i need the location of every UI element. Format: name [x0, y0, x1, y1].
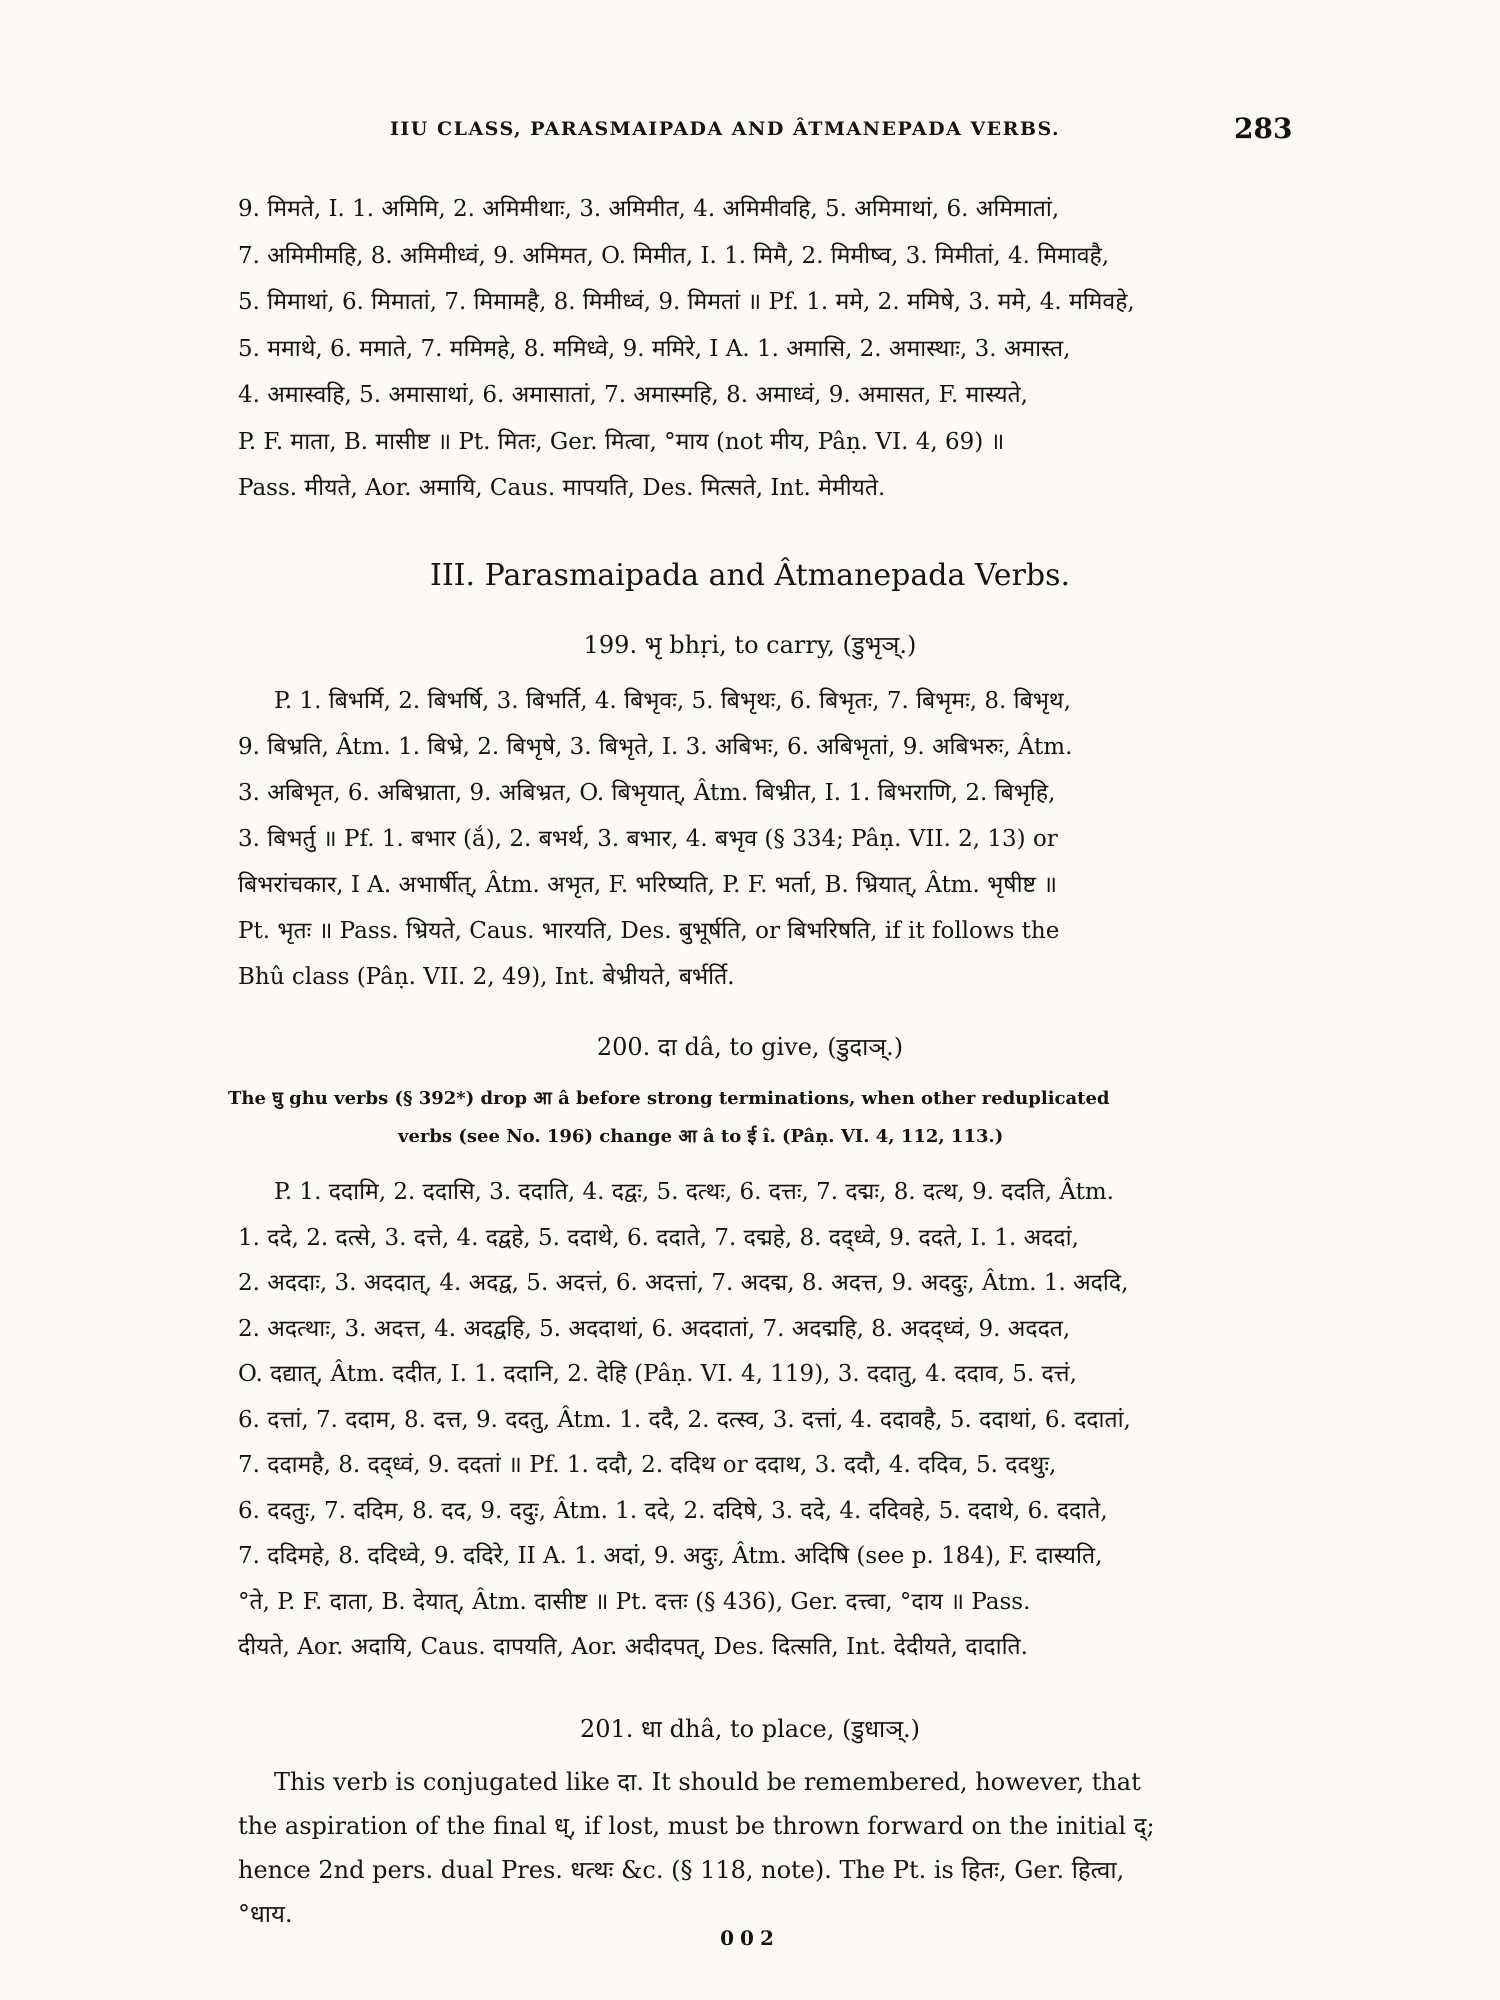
text-line: Pt. भृतः ॥ Pass. भ्रियते, Caus. भारयति, Des. बुभूर्षति, or बिभरिषति, if it follows the [238, 918, 1060, 944]
entry-200-heading: 200. दा dâ, to give, (डुदाञ्.) [596, 1033, 904, 1061]
text-line: 3. अबिभृत, 6. अबिभ्राता, 9. अबिभ्रत, O. बिभृयात्, Âtm. बिभ्रीत, I. 1. बिभराणि, 2. बिभृहि, [238, 780, 1056, 806]
entry-201-heading: 201. धा dhâ, to place, (डुधाञ्.) [579, 1715, 920, 1743]
text-line: 7. अमिमीमहि, 8. अमिमीध्वं, 9. अमिमत, O. मिमीत, I. 1. मिमै, 2. मिमीष्व, 3. मिमीतां, 4. मिमावहै, [238, 242, 1110, 269]
text-line: 3. बिभर्तु ॥ Pf. 1. बभार (ắ), 2. बभर्थ, 3. बभार, 4. बभृव (§ 334; Pâṇ. VII. 2, 13) or [238, 826, 1058, 852]
text-line: 5. ममाथे, 6. ममाते, 7. ममिमहे, 8. ममिध्वे, 9. ममिरे, I A. 1. अमासि, 2. अमास्थाः, 3. अमास्त, [238, 335, 1071, 362]
signature-mark: 002 [720, 1926, 780, 1950]
text-line: Bhû class (Pâṇ. VII. 2, 49), Int. बेभ्रीयते, बर्भर्ति. [238, 964, 735, 990]
text-line: 6. दत्तां, 7. ददाम, 8. दत्त, 9. ददतु, Âtm. 1. ददै, 2. दत्स्व, 3. दत्तां, 4. ददावहै, 5. ददाथां, 6. ददातां, [238, 1406, 1131, 1433]
text-line: P. F. माता, B. मासीष्ट ॥ Pt. मितः, Ger. मित्वा, °माय (not मीय, Pâṇ. VI. 4, 69) ॥ [238, 428, 1005, 455]
note-line: verbs (see No. 196) change आ â to ई î. (Pâṇ. VI. 4, 112, 113.) [398, 1126, 1004, 1147]
running-head: IIU CLASS, PARASMAIPADA AND ÂTMANEPADA VERBS. [390, 118, 1061, 140]
text-line: °धाय. [238, 1900, 293, 1928]
page-number: 283 [1234, 112, 1293, 145]
text-line: °ते, P. F. दाता, B. देयात्, Âtm. दासीष्ट ॥ Pt. दत्तः (§ 436), Ger. दत्त्वा, °दाय ॥ Pass. [238, 1588, 1031, 1615]
text-line: P. 1. बिभर्मि, 2. बिभर्षि, 3. बिभर्ति, 4. बिभृवः, 5. बिभृथः, 6. बिभृतः, 7. बिभृमः, 8. बिभृथ, [274, 688, 1071, 714]
text-line: 9. मिमते, I. 1. अमिमि, 2. अमिमीथाः, 3. अमिमीत, 4. अमिमीवहि, 5. अमिमाथां, 6. अमिमातां, [238, 196, 1060, 222]
entry-199-heading: 199. भृ bhṛi, to carry, (डुभृञ्.) [583, 631, 917, 659]
text-line: दीयते, Aor. अदायि, Caus. दापयति, Aor. अदीदपत्, Des. दित्सति, Int. देदीयते, दादाति. [238, 1634, 1028, 1660]
section-title: III. Parasmaipada and Âtmanepada Verbs. [429, 558, 1071, 593]
text-line: 7. ददिमहे, 8. ददिध्वे, 9. ददिरे, II A. 1. अदां, 9. अदुः, Âtm. अदिषि (see p. 184), F. दास्यति, [238, 1543, 1103, 1569]
text-line: 7. ददामहै, 8. दद्ध्वं, 9. ददतां ॥ Pf. 1. ददौ, 2. ददिथ or ददाथ, 3. ददौ, 4. ददिव, 5. ददथुः, [238, 1452, 1057, 1478]
text-line: 6. ददतुः, 7. ददिम, 8. दद, 9. ददुः, Âtm. 1. ददे, 2. ददिषे, 3. ददे, 4. ददिवहे, 5. ददाथे, 6. ददाते, [238, 1497, 1108, 1524]
text-line: This verb is conjugated like दा. It should be remembered, however, that [274, 1768, 1141, 1796]
text-line: hence 2nd pers. dual Pres. धत्थः &c. (§ 118, note). The Pt. is हितः, Ger. हित्वा, [238, 1856, 1125, 1884]
text-line: the aspiration of the final ध्, if lost, must be thrown forward on the initial द्; [238, 1812, 1155, 1840]
text-line: 2. अददाः, 3. अददात्, 4. अदद्व, 5. अदत्तं, 6. अदत्तां, 7. अदद्म, 8. अदत्त, 9. अददुः, Âtm. 1. अददि, [238, 1270, 1129, 1296]
text-line: बिभरांचकार, I A. अभार्षीत्, Âtm. अभृत, F. भरिष्यति, P. F. भर्ता, B. भ्रियात्, Âtm. भृषीष्ट ॥ [238, 872, 1058, 898]
text-line: 9. बिभ्रति, Âtm. 1. बिभ्रे, 2. बिभृषे, 3. बिभृते, I. 3. अबिभः, 6. अबिभृतां, 9. अबिभरुः, Âtm. [238, 734, 1073, 760]
text-line: 1. ददे, 2. दत्से, 3. दत्ते, 4. दद्वहे, 5. ददाथे, 6. ददाते, 7. दद्महे, 8. दद्ध्वे, 9. ददते, I. 1. अददां, [238, 1224, 1079, 1251]
text-line: 2. अदत्थाः, 3. अदत्त, 4. अदद्वहि, 5. अददाथां, 6. अददातां, 7. अदद्महि, 8. अदद्ध्वं, 9. अददत, [238, 1315, 1071, 1342]
continuation-paragraph [238, 186, 1290, 512]
entry-200-paradigm [238, 1170, 1290, 1671]
entry-199-paradigm [238, 678, 1290, 1000]
entry-200-note [228, 1080, 1290, 1156]
text-line: P. 1. ददामि, 2. ददासि, 3. ददाति, 4. दद्वः, 5. दत्थः, 6. दत्तः, 7. दद्मः, 8. दत्थ, 9. ददति, Âtm. [274, 1179, 1114, 1205]
text-line: 4. अमास्वहि, 5. अमासाथां, 6. अमासातां, 7. अमास्महि, 8. अमाध्वं, 9. अमासत, F. मास्यते, [238, 382, 1028, 408]
text-line: 5. मिमाथां, 6. मिमातां, 7. मिमामहै, 8. मिमीध्वं, 9. मिमतां ॥ Pf. 1. ममे, 2. ममिषे, 3. ममे, 4. ममिवहे, [238, 289, 1135, 315]
note-line: The घु ghu verbs (§ 392*) drop आ â before strong terminations, when other reduplicated [228, 1088, 1110, 1109]
text-line: Pass. मीयते, Aor. अमायि, Caus. मापयति, Des. मित्सते, Int. मेमीयते. [238, 475, 886, 501]
entry-201-paragraph [238, 1760, 1290, 1936]
text-line: O. दद्यात्, Âtm. ददीत, I. 1. ददानि, 2. देहि (Pâṇ. VI. 4, 119), 3. ददातु, 4. ददाव, 5. दत्तं, [238, 1361, 1077, 1387]
